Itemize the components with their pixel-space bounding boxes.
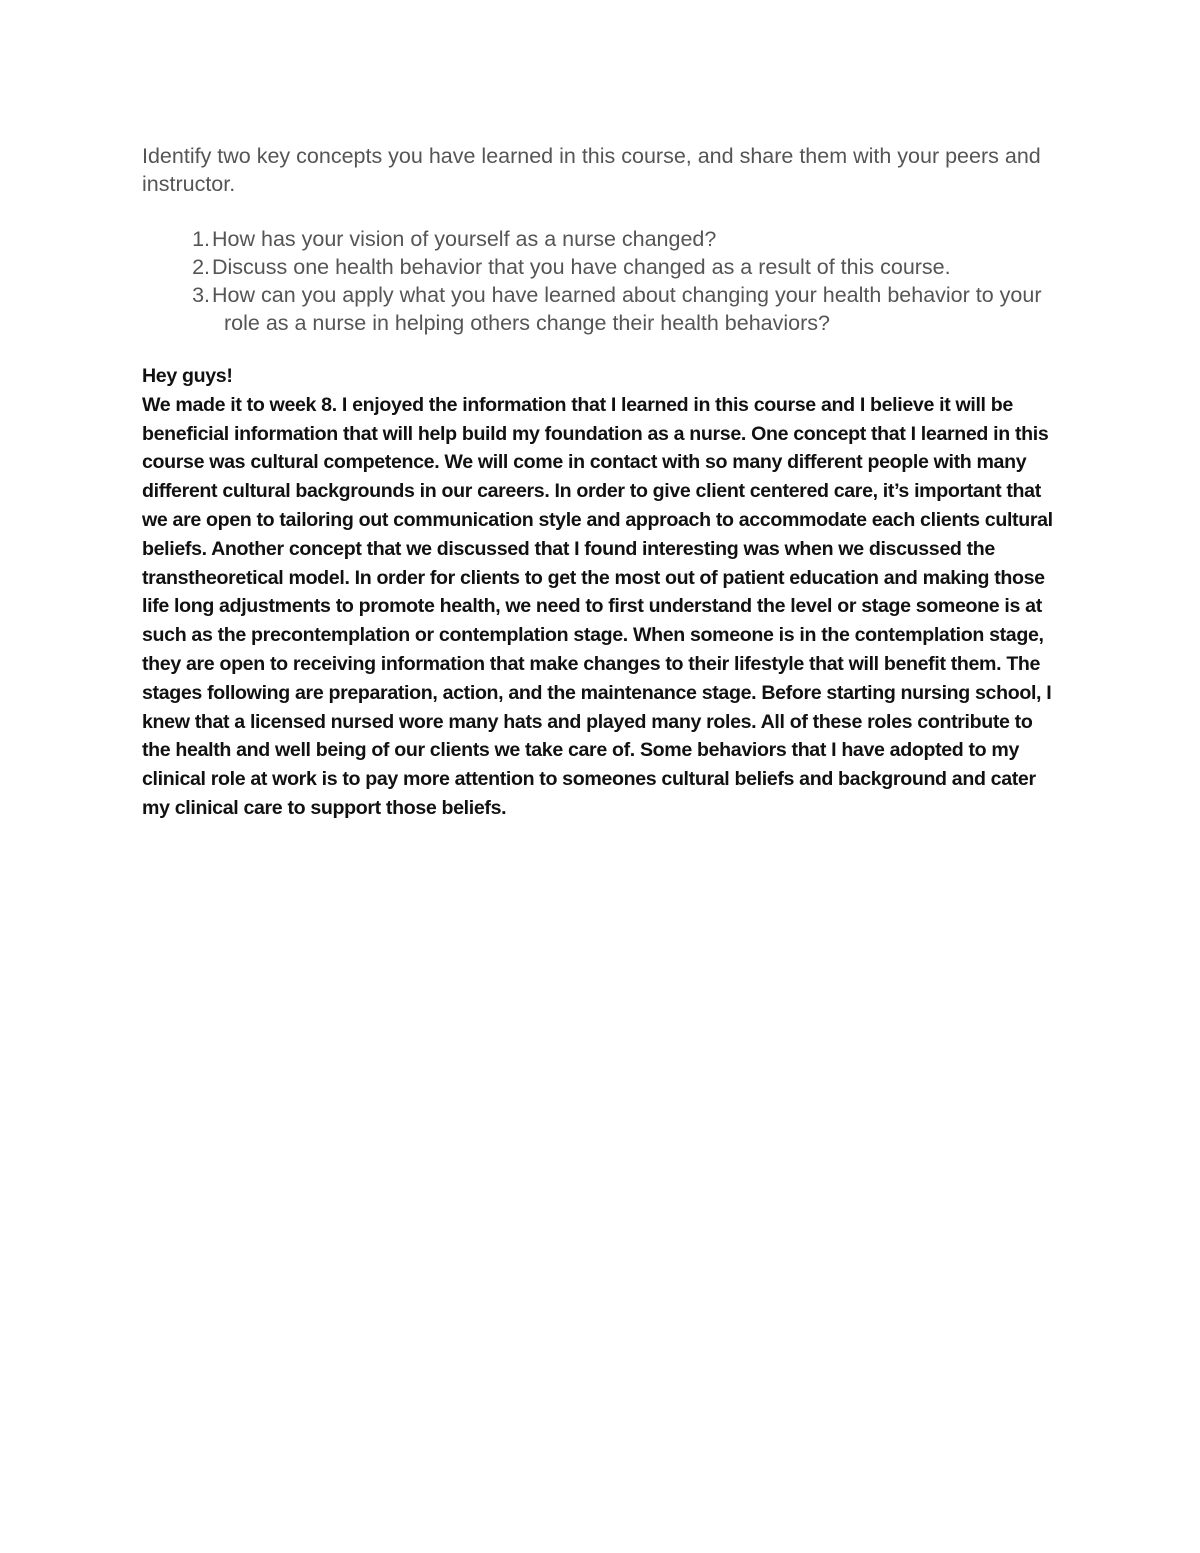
question-text: Discuss one health behavior that you have changed as a result of this course. bbox=[212, 255, 951, 279]
question-text: How can you apply what you have learned about changing your health behavior to your role as a nurse in helping others change their health behaviors? bbox=[212, 283, 1042, 335]
prompt-question bbox=[142, 253, 1042, 281]
prompt-question bbox=[142, 225, 1042, 253]
question-number: 3. bbox=[192, 283, 210, 307]
question-text: How has your vision of yourself as a nurse changed? bbox=[212, 227, 717, 251]
prompt-intro: Identify two key concepts you have learned in this course, and share them with your peers and instructor. bbox=[142, 144, 1041, 196]
discussion-response bbox=[142, 362, 1060, 823]
question-number: 1. bbox=[192, 227, 210, 251]
question-number: 2. bbox=[192, 255, 210, 279]
prompt-question bbox=[142, 281, 1042, 337]
discussion-prompt bbox=[142, 142, 1042, 337]
response-body: We made it to week 8. I enjoyed the information that I learned in this course and I believe it will be beneficial information that will help build my foundation as a nurse. One concept that I learned in this course was cultural competence. We will come in contact with so many different people with many different cultural backgrounds in our careers. In order to give client centered care, it’s important that we are open to tailoring out communication style and approach to accommodate each clients cultural beliefs. Another concept that we discussed that I found interesting was when we discussed the transtheoretical model. In order for clients to get the most out of patient education and making those life long adjustments to promote health, we need to first understand the level or stage someone is at such as the precontemplation or contemplation stage. When someone is in the contemplation stage, they are open to receiving information that make changes to their lifestyle that will benefit them. The stages following are preparation, action, and the maintenance stage. Before starting nursing school, I knew that a licensed nursed wore many hats and played many roles. All of these roles contribute to the health and well being of our clients we take care of. Some behaviors that I have adopted to my clinical role at work is to pay more attention to someones cultural beliefs and background and cater my clinical care to support those beliefs. bbox=[142, 393, 1053, 819]
response-greeting: Hey guys! bbox=[142, 365, 233, 387]
prompt-question-list bbox=[142, 225, 1042, 337]
